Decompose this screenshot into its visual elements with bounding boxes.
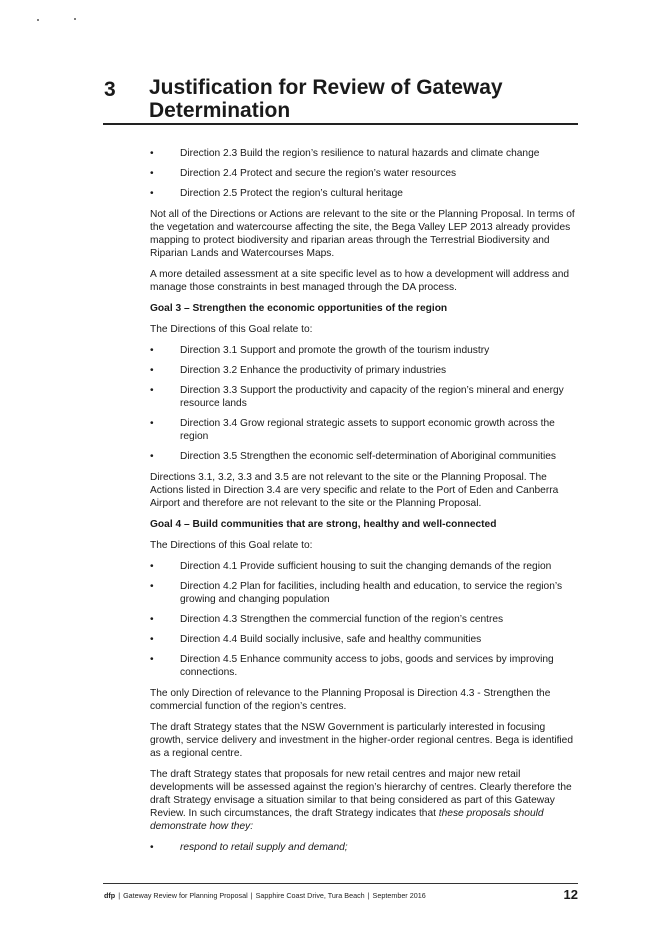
list-item: • Direction 2.5 Protect the region’s cultural heritage: [150, 188, 403, 199]
goal3-direction-list: [150, 344, 578, 463]
list-item: • respond to retail supply and demand;: [150, 842, 348, 853]
footer-brand: dfp: [104, 891, 116, 900]
chapter-number: 3: [104, 78, 116, 101]
goal4-intro: The Directions of this Goal relate to:: [150, 540, 313, 551]
list-item: • Direction 3.2 Enhance the productivity of primary industries: [150, 365, 447, 376]
list-item: • Direction 4.5 Enhance community access to jobs, goods and services by improving connections.: [150, 654, 554, 678]
bullet-icon: •: [150, 385, 154, 396]
bullet-icon: •: [150, 345, 154, 356]
paragraph: Not all of the Directions or Actions are relevant to the site or the Planning Proposal. In terms of the vegetation and watercourse affecting the site, the Bega Valley LEP 2013 already provides mapping to protect biodiversity and riparian areas through the Terrestrial Biodiversity and Riparian Lands and Watercourses Maps.: [150, 209, 575, 259]
bullet-icon: •: [150, 168, 154, 179]
goal4-heading: Goal 4 – Build communities that are strong, healthy and well-connected: [150, 519, 497, 530]
list-item: • Direction 3.3 Support the productivity and capacity of the region’s mineral and energy resource lands: [150, 385, 564, 409]
bullet-icon: •: [150, 188, 154, 199]
bullet-icon: •: [150, 614, 154, 625]
list-item: • Direction 3.4 Grow regional strategic assets to support economic growth across the region: [150, 418, 555, 442]
footer: dfp | Gateway Review for Planning Proposal | Sapphire Coast Drive, Tura Beach | September 2016: [104, 891, 426, 900]
paragraph: The draft Strategy states that proposals for new retail centres and major new retail developments will be assessed against the region’s hierarchy of centres. Clearly therefore the draft Strategy envisage a situation similar to that being considered as part of this Gateway Review. In such circumstances, the draft Strategy indicates that these proposals should demonstrate how they:: [150, 769, 572, 832]
list-item: • Direction 4.1 Provide sufficient housing to suit the changing demands of the region: [150, 561, 552, 572]
goal4-direction-list: [150, 560, 578, 679]
footer-doc-title: Gateway Review for Planning Proposal: [123, 891, 248, 900]
bullet-icon: •: [150, 365, 154, 376]
goal3-heading: Goal 3 – Strengthen the economic opportunities of the region: [150, 303, 448, 314]
list-item: • Direction 4.3 Strengthen the commercial function of the region’s centres: [150, 614, 504, 625]
bullet-icon: •: [150, 418, 154, 429]
goal2-direction-list: [150, 147, 578, 200]
list-item: • Direction 2.4 Protect and secure the region’s water resources: [150, 168, 457, 179]
bullet-icon: •: [150, 148, 154, 159]
bullet-icon: •: [150, 634, 154, 645]
bullet-icon: •: [150, 842, 154, 853]
bullet-icon: •: [150, 451, 154, 462]
list-item: • Direction 3.5 Strengthen the economic self-determination of Aboriginal communities: [150, 451, 557, 462]
list-item: • Direction 4.2 Plan for facilities, including health and education, to service the region’s growing and changing population: [150, 581, 563, 605]
list-item: • Direction 4.4 Build socially inclusive, safe and healthy communities: [150, 634, 482, 645]
paragraph: A more detailed assessment at a site specific level as to how a development will address and manage those constraints in best managed through the DA process.: [150, 269, 570, 293]
criteria-list: [150, 841, 578, 854]
footer-rule: [103, 883, 578, 884]
bullet-icon: •: [150, 581, 154, 592]
scan-mark: [74, 18, 76, 20]
footer-site: Sapphire Coast Drive, Tura Beach: [255, 891, 365, 900]
paragraph: The draft Strategy states that the NSW Government is particularly interested in focusing growth, service delivery and investment in the higher-order regional centres. Bega is identified as a regional centre.: [150, 722, 574, 759]
document-body: [150, 147, 578, 862]
page-title: Justification for Review of Gateway Determination: [149, 76, 503, 122]
goal3-intro: The Directions of this Goal relate to:: [150, 324, 313, 335]
bullet-icon: •: [150, 561, 154, 572]
footer-date: September 2016: [372, 891, 426, 900]
bullet-icon: •: [150, 654, 154, 665]
header-rule: [103, 123, 578, 125]
paragraph: The only Direction of relevance to the Planning Proposal is Direction 4.3 - Strengthen the commercial function of the region’s centres.: [150, 688, 551, 712]
page-number: 12: [563, 887, 578, 902]
list-item: • Direction 2.3 Build the region’s resilience to natural hazards and climate change: [150, 148, 540, 159]
scan-mark: [37, 19, 39, 21]
goal3-conclusion: Directions 3.1, 3.2, 3.3 and 3.5 are not relevant to the site or the Planning Proposal. The Actions listed in Direction 3.4 are very specific and relate to the Port of Eden and Canberra Airport and therefore are not relevant to the site or the Planning Proposal.: [150, 472, 559, 509]
list-item: • Direction 3.1 Support and promote the growth of the tourism industry: [150, 345, 490, 356]
